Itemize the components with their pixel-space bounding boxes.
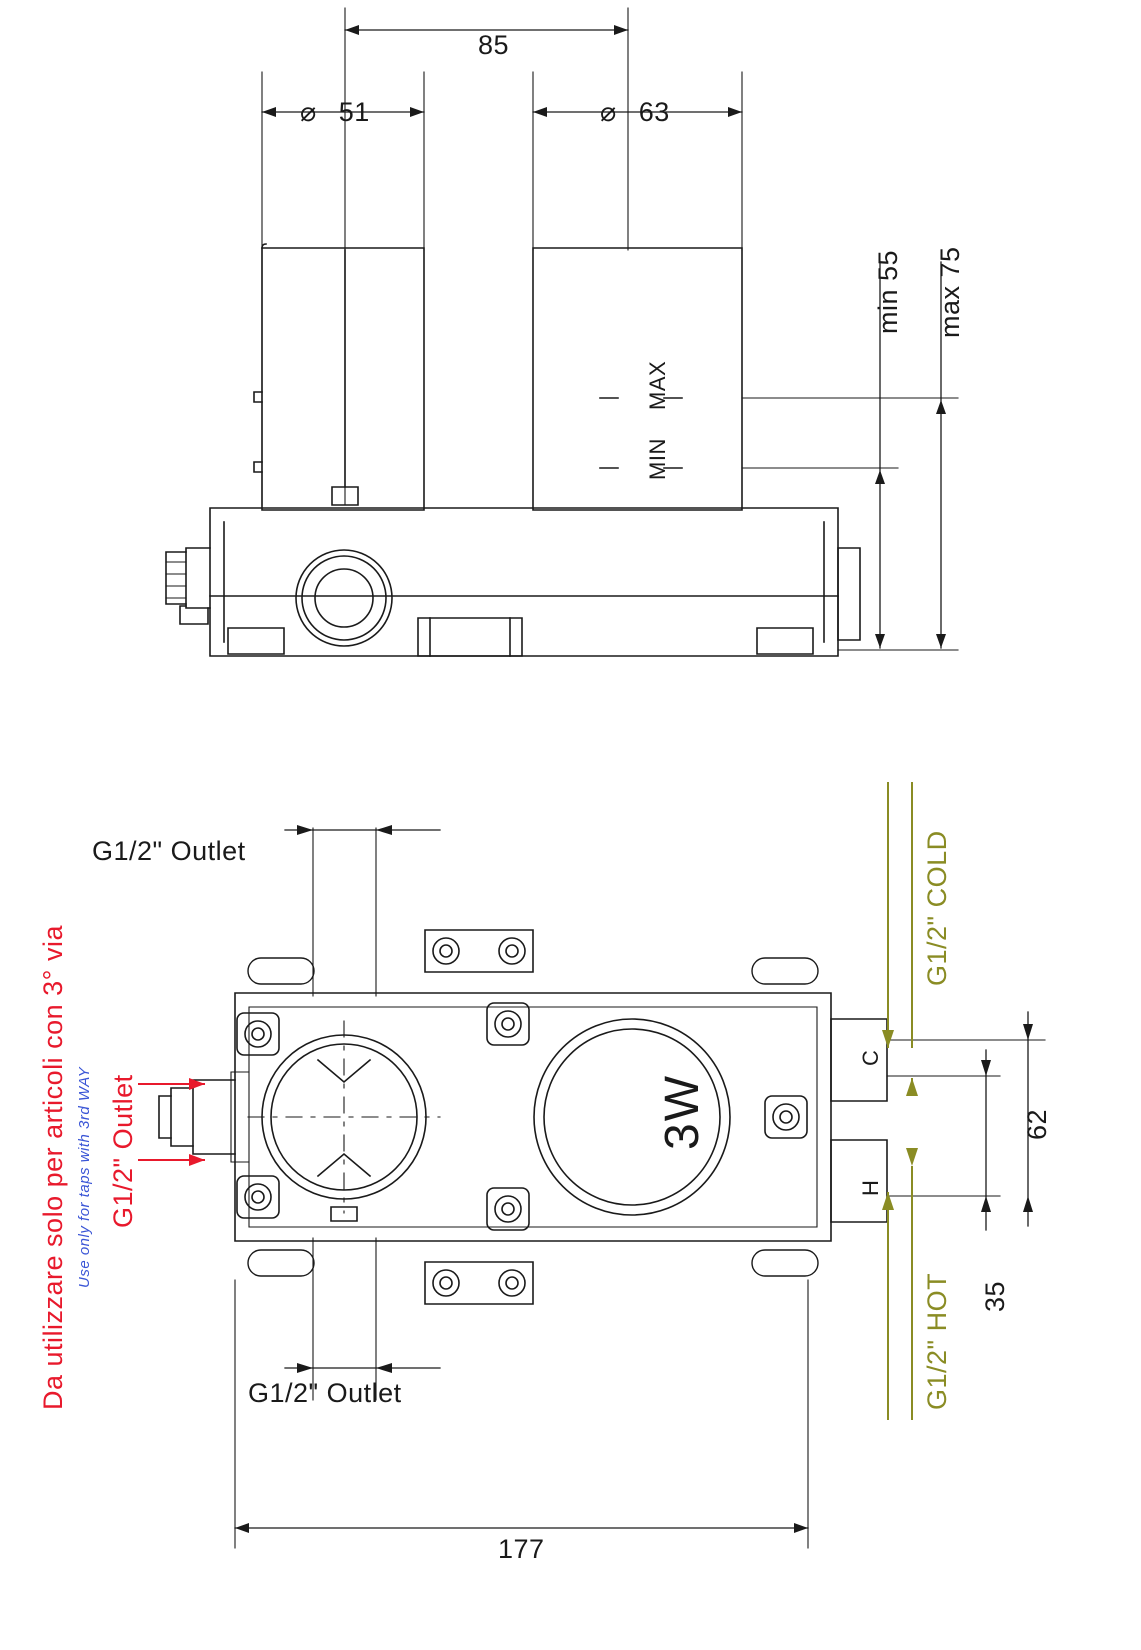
dimension-85: 85	[478, 30, 510, 60]
marker-cold: C	[858, 1049, 883, 1066]
diameter-icon: ⌀	[300, 97, 317, 127]
port-label-cold: G1/2" COLD	[922, 830, 952, 986]
marking-max: MAX	[645, 360, 670, 410]
dimension-min-55: min 55	[873, 249, 903, 334]
note-italian: Da utilizzare solo per articoli con 3° via	[38, 925, 68, 1410]
diameter-icon: ⌀	[600, 97, 617, 127]
port-label-hot: G1/2" HOT	[922, 1272, 952, 1410]
marking-three-way: 3W	[656, 1074, 709, 1150]
dimension-dia-63: ⌀ 63	[600, 97, 670, 127]
marking-min: MIN	[645, 438, 670, 480]
note-english: Use only for taps with 3rd WAY	[76, 1066, 93, 1288]
dimension-dia-51: ⌀ 51	[300, 97, 370, 127]
dimension-62: 62	[1022, 1108, 1052, 1140]
dimension-177: 177	[498, 1534, 545, 1564]
marker-hot: H	[858, 1179, 883, 1196]
port-label-outlet-top: G1/2" Outlet	[92, 836, 246, 866]
dimension-max-75: max 75	[935, 246, 965, 338]
port-label-outlet-bottom: G1/2" Outlet	[248, 1378, 402, 1408]
dimension-35: 35	[980, 1280, 1010, 1312]
port-label-outlet-left: G1/2" Outlet	[108, 1074, 138, 1228]
